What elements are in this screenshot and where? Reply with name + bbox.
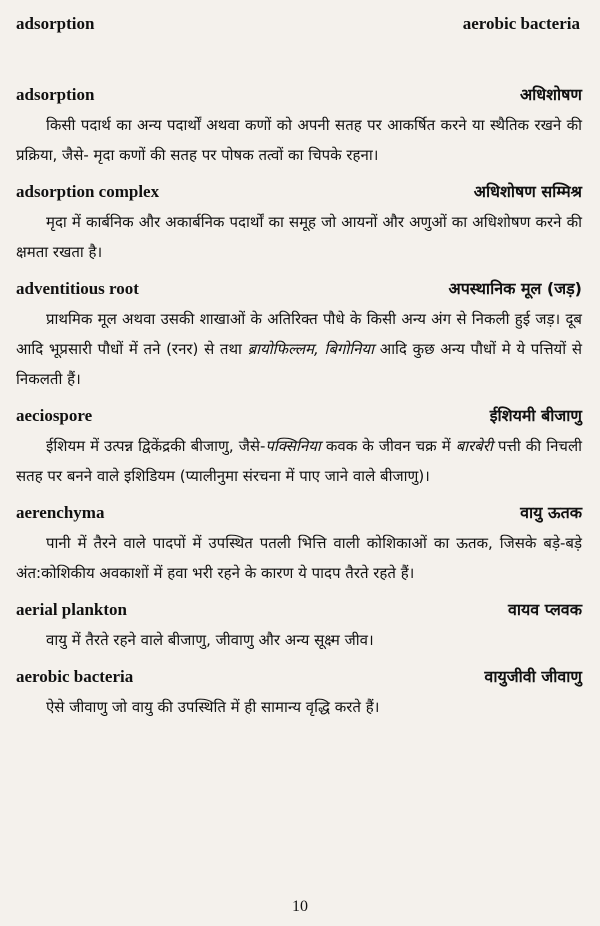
dictionary-entry bbox=[16, 276, 582, 394]
entry-heading bbox=[16, 500, 582, 526]
entry-term: aerial plankton bbox=[16, 600, 127, 619]
entry-heading bbox=[16, 664, 582, 690]
entry-heading bbox=[16, 82, 582, 108]
entry-definition bbox=[16, 304, 582, 394]
entry-hindi-term: अपस्थानिक मूल (जड़) bbox=[448, 279, 582, 298]
definition-segment: वायु में तैरते रहने वाले बीजाणु, जीवाणु और अन्य सूक्ष्म जीव। bbox=[46, 631, 374, 649]
entry-list bbox=[16, 82, 582, 731]
definition-segment: किसी पदार्थ का अन्य पदार्थों अथवा कणों को अपनी सतह पर आकर्षित करने या स्थैतिक रखने की प्रक्रिया, जैसे- मृदा कणों की सतह पर पोषक तत्वों का चिपके रहना। bbox=[16, 116, 582, 164]
definition-segment: पानी में तैरने वाले पादपों में उपस्थित पतली भित्ति वाली कोशिकाओं का ऊतक, जिसके बड़े-बड़े अंत:कोशिकीय अवकाशों में हवा भरी रहने के कारण ये पादप तैरते रहते हैं। bbox=[16, 534, 582, 582]
definition-segment: मृदा में कार्बनिक और अकार्बनिक पदार्थों का समूह जो आयनों और अणुओं का अधिशोषण करने की क्षमता रखता है। bbox=[16, 213, 582, 261]
page-number: 10 bbox=[292, 898, 308, 915]
entry-hindi-term: वायु ऊतक bbox=[520, 503, 582, 522]
entry-heading bbox=[16, 179, 582, 205]
entry-definition bbox=[16, 431, 582, 491]
definition-italic-segment: ब्रायोफिल्लम, बिगोनिया bbox=[247, 340, 375, 358]
entry-definition bbox=[16, 207, 582, 267]
entry-term: aeciospore bbox=[16, 406, 93, 425]
definition-italic-segment: बारबेरी bbox=[455, 437, 493, 455]
entry-hindi-term: अधिशोषण सम्मिश्र bbox=[473, 182, 582, 201]
dictionary-entry bbox=[16, 500, 582, 588]
definition-segment: प्राथमिक मूल अथवा उसकी शाखाओं के अतिरिक्त पौधे के किसी अन्य अंग से निकली हुई जड़। दूब आदि भूप्रसारी पौधों में तने (रनर) से तथा bbox=[16, 310, 582, 358]
definition-segment: पत्ती की निचली सतह पर बनने वाले इशिडियम (प्यालीनुमा संरचना में पाए जाने वाले बीजाणु)। bbox=[16, 437, 582, 485]
dictionary-entry bbox=[16, 597, 582, 655]
entry-heading bbox=[16, 276, 582, 302]
entry-term: aerenchyma bbox=[16, 503, 105, 522]
definition-segment: कवक के जीवन चक्र में bbox=[320, 437, 456, 455]
dictionary-entry bbox=[16, 403, 582, 491]
entry-hindi-term: ईशियमी बीजाणु bbox=[489, 406, 582, 425]
entry-hindi-term: वायव प्लवक bbox=[507, 600, 582, 619]
entry-term: adventitious root bbox=[16, 279, 139, 298]
entry-heading bbox=[16, 403, 582, 429]
entry-term: adsorption complex bbox=[16, 182, 160, 201]
guide-word-right: aerobic bacteria bbox=[462, 14, 580, 33]
entry-definition bbox=[16, 692, 582, 722]
entry-hindi-term: वायुजीवी जीवाणु bbox=[484, 667, 582, 686]
entry-hindi-term: अधिशोषण bbox=[519, 85, 582, 104]
entry-term: adsorption bbox=[16, 85, 95, 104]
entry-term: aerobic bacteria bbox=[16, 667, 134, 686]
entry-heading bbox=[16, 597, 582, 623]
guide-words bbox=[16, 14, 580, 34]
definition-segment: ऐसे जीवाणु जो वायु की उपस्थिति में ही सामान्य वृद्धि करते हैं। bbox=[46, 698, 380, 716]
dictionary-entry bbox=[16, 82, 582, 170]
entry-definition bbox=[16, 625, 582, 655]
dictionary-entry bbox=[16, 664, 582, 722]
guide-word-left: adsorption bbox=[16, 14, 95, 33]
dictionary-entry bbox=[16, 179, 582, 267]
entry-definition bbox=[16, 528, 582, 588]
entry-definition bbox=[16, 110, 582, 170]
definition-segment: ईशियम में उत्पन्न द्विकेंद्रकी बीजाणु, जैसे- bbox=[46, 437, 266, 455]
definition-segment: आदि कुछ अन्य पौधों मे ये पत्तियों से निकलती हैं। bbox=[16, 340, 582, 388]
definition-italic-segment: पक्सिनिया bbox=[265, 437, 321, 455]
